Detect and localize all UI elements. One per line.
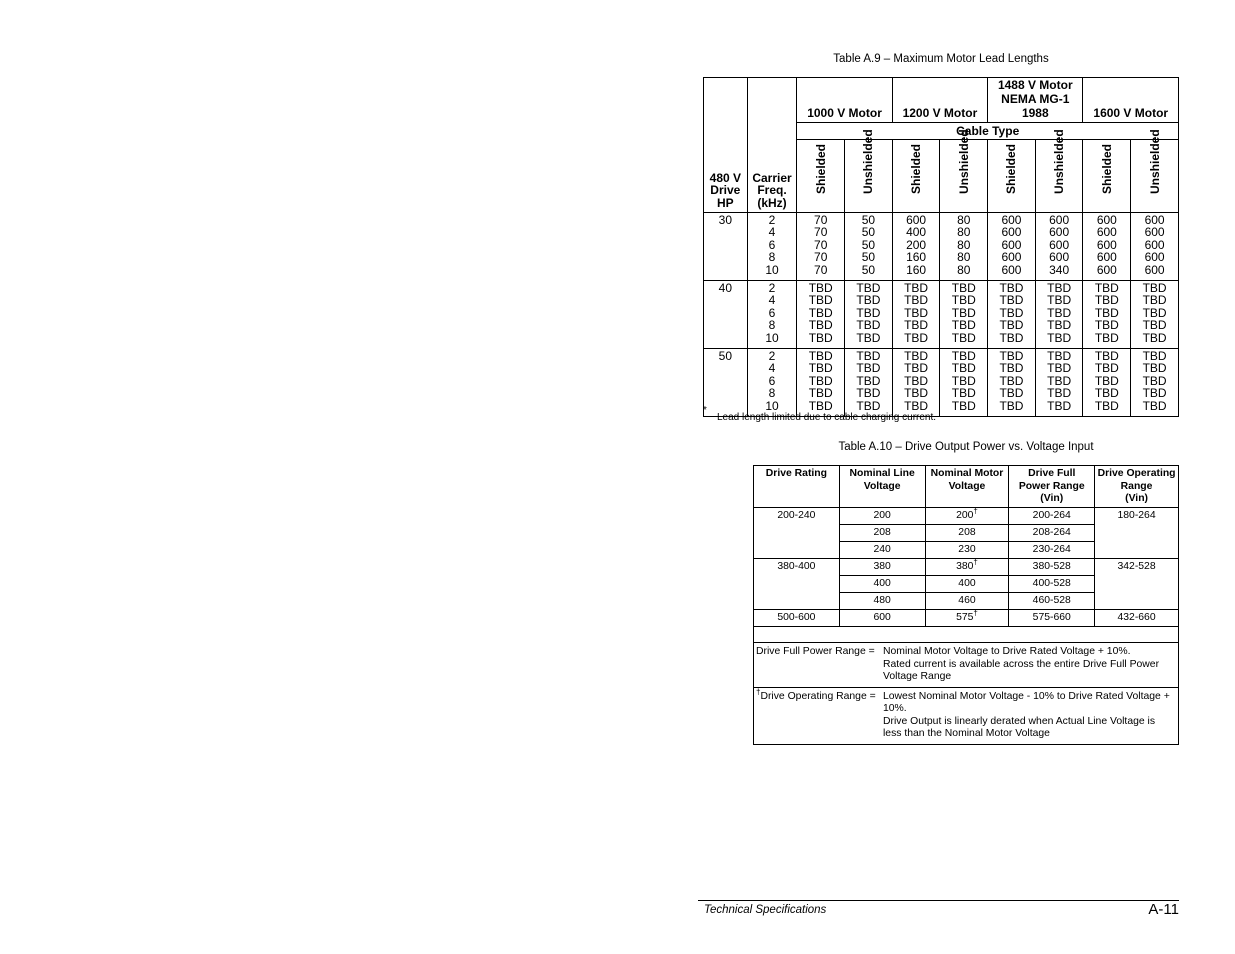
lead-length-cell: TBD TBD TBD TBD TBD bbox=[988, 281, 1036, 349]
footnote-text: Lead length limited due to cable charging current. bbox=[717, 412, 937, 423]
nominal-line-voltage-cell: 240 bbox=[839, 542, 925, 559]
drive-hp-cell: 40 bbox=[704, 281, 748, 349]
lead-length-cell: 600 600 600 600 600 bbox=[1083, 213, 1131, 281]
motor-voltage-value: 400 bbox=[958, 578, 976, 589]
motor-voltage-value: 380 bbox=[956, 561, 974, 572]
cable-label-wrap bbox=[797, 140, 844, 212]
note-label-text: Drive Full Power Range = bbox=[756, 646, 875, 657]
table-row bbox=[704, 349, 1179, 417]
footnote-mark: * bbox=[703, 405, 707, 416]
cable-label-wrap bbox=[940, 128, 987, 212]
cable-type-label: Shielded bbox=[813, 143, 828, 194]
motor-header-1200: 1200 V Motor bbox=[892, 78, 987, 123]
full-power-range-cell: 380-528 bbox=[1009, 559, 1095, 576]
page-number: A-11 bbox=[1148, 901, 1179, 918]
operating-range-cell: 432-660 bbox=[1095, 610, 1179, 627]
table-row bbox=[754, 610, 1179, 627]
footer-rule bbox=[698, 900, 1179, 901]
cable-type-label: Shielded bbox=[1099, 143, 1114, 194]
full-power-range-cell: 200-264 bbox=[1009, 508, 1095, 525]
note-wrap bbox=[754, 688, 1178, 744]
note-label bbox=[754, 643, 883, 687]
lead-length-cell: TBD TBD TBD TBD TBD bbox=[1035, 281, 1083, 349]
carrier-freq-cell: 2 4 6 8 10 bbox=[747, 213, 797, 281]
lead-length-cell: TBD TBD TBD TBD TBD bbox=[1083, 281, 1131, 349]
cable-type-unshielded-header bbox=[940, 128, 988, 213]
table-row bbox=[754, 559, 1179, 576]
note-cell bbox=[754, 687, 1179, 744]
lead-length-cell: TBD TBD TBD TBD TBD bbox=[1131, 281, 1179, 349]
note-row bbox=[754, 643, 1179, 688]
table-a10-caption: Table A.10 – Drive Output Power vs. Voltage Input bbox=[838, 441, 1094, 453]
cable-type-header: Cable Type bbox=[797, 123, 1179, 140]
nominal-line-voltage-cell: 480 bbox=[839, 593, 925, 610]
lead-length-cell: TBD TBD TBD TBD TBD bbox=[1083, 349, 1131, 417]
cable-label-wrap bbox=[845, 128, 892, 212]
nominal-line-voltage-cell: 400 bbox=[839, 576, 925, 593]
motor-lead-length-table bbox=[703, 77, 1179, 417]
operating-range-cell: 180-264 bbox=[1095, 508, 1179, 559]
lead-length-cell: TBD TBD TBD TBD TBD bbox=[797, 349, 845, 417]
cable-type-label: Unshielded bbox=[956, 128, 971, 194]
column-header: Nominal Line Voltage bbox=[839, 466, 925, 508]
table-row bbox=[704, 213, 1179, 281]
nominal-motor-voltage-cell bbox=[925, 542, 1009, 559]
lead-length-cell: 600 600 600 600 340 bbox=[1035, 213, 1083, 281]
lead-length-cell: TBD TBD TBD TBD TBD bbox=[940, 349, 988, 417]
cable-type-shielded-header bbox=[988, 140, 1036, 213]
lead-length-cell: 600 600 600 600 600 bbox=[1131, 213, 1179, 281]
table-row bbox=[704, 281, 1179, 349]
lead-length-cell: TBD TBD TBD TBD TBD bbox=[797, 281, 845, 349]
carrier-freq-label: Carrier Freq. (kHz) bbox=[752, 170, 792, 210]
cable-type-label: Unshielded bbox=[1147, 128, 1162, 194]
lead-length-cell: TBD TBD TBD TBD TBD bbox=[988, 349, 1036, 417]
motor-voltage-value: 200 bbox=[956, 510, 974, 521]
dagger-mark: † bbox=[973, 608, 978, 618]
nominal-line-voltage-cell: 380 bbox=[839, 559, 925, 576]
column-header: Drive Rating bbox=[754, 466, 840, 508]
nominal-motor-voltage-cell bbox=[925, 593, 1009, 610]
lead-length-cell: TBD TBD TBD TBD TBD bbox=[892, 281, 940, 349]
motor-voltage-value: 208 bbox=[958, 527, 976, 538]
nominal-line-voltage-cell: 600 bbox=[839, 610, 925, 627]
nominal-line-voltage-cell: 200 bbox=[839, 508, 925, 525]
lead-length-cell: 80 80 80 80 80 bbox=[940, 213, 988, 281]
spacer-row bbox=[754, 627, 1179, 643]
lead-length-cell: TBD TBD TBD TBD TBD bbox=[845, 281, 893, 349]
lead-length-cell: TBD TBD TBD TBD TBD bbox=[940, 281, 988, 349]
dagger-mark: † bbox=[973, 557, 978, 567]
lead-length-cell: 600 600 600 600 600 bbox=[988, 213, 1036, 281]
drive-rating-cell: 380-400 bbox=[754, 559, 840, 610]
column-header: Nominal Motor Voltage bbox=[925, 466, 1009, 508]
nominal-motor-voltage-cell bbox=[925, 559, 1009, 576]
table-row bbox=[754, 508, 1179, 525]
lead-length-cell: TBD TBD TBD TBD TBD bbox=[1131, 349, 1179, 417]
note-cell bbox=[754, 643, 1179, 688]
dagger-mark: † bbox=[756, 687, 761, 697]
cable-label-wrap bbox=[1036, 128, 1083, 212]
motor-voltage-value: 575 bbox=[956, 612, 974, 623]
carrier-freq-cell: 2 4 6 8 10 bbox=[747, 349, 797, 417]
motor-voltage-value: 460 bbox=[958, 595, 976, 606]
lead-length-cell: 70 70 70 70 70 bbox=[797, 213, 845, 281]
cable-type-label: Unshielded bbox=[1051, 128, 1066, 194]
note-description: Nominal Motor Voltage to Drive Rated Voltage + 10%. Rated current is available across the entire Drive Full Power Voltage Range bbox=[883, 646, 1160, 682]
note-wrap bbox=[754, 643, 1178, 687]
motor-header-1000: 1000 V Motor bbox=[797, 78, 892, 123]
lead-length-cell: TBD TBD TBD TBD TBD bbox=[1035, 349, 1083, 417]
motor-header-1488: 1488 V Motor NEMA MG-1 1988 bbox=[988, 78, 1083, 123]
table-a9-caption: Table A.9 – Maximum Motor Lead Lengths bbox=[833, 53, 1049, 65]
lead-length-cell: TBD TBD TBD TBD TBD bbox=[845, 349, 893, 417]
cable-type-unshielded-header bbox=[845, 128, 893, 213]
nominal-motor-voltage-cell bbox=[925, 525, 1009, 542]
drive-rating-cell: 200-240 bbox=[754, 508, 840, 559]
motor-header-1600: 1600 V Motor bbox=[1083, 78, 1179, 123]
cable-type-shielded-header bbox=[892, 140, 940, 213]
drive-rating-cell: 500-600 bbox=[754, 610, 840, 627]
cable-label-wrap bbox=[1083, 140, 1130, 212]
operating-range-cell: 342-528 bbox=[1095, 559, 1179, 610]
cable-label-wrap bbox=[893, 140, 940, 212]
footer-section-title: Technical Specifications bbox=[704, 904, 827, 916]
drive-hp-header bbox=[704, 78, 748, 213]
column-header: Drive Operating Range (Vin) bbox=[1095, 466, 1179, 508]
column-header: Drive Full Power Range (Vin) bbox=[1009, 466, 1095, 508]
lead-length-cell: 600 400 200 160 160 bbox=[892, 213, 940, 281]
full-power-range-cell: 208-264 bbox=[1009, 525, 1095, 542]
dagger-mark: † bbox=[973, 506, 978, 516]
lead-length-cell: 50 50 50 50 50 bbox=[845, 213, 893, 281]
cable-type-unshielded-header bbox=[1131, 128, 1179, 213]
full-power-range-cell: 575-660 bbox=[1009, 610, 1095, 627]
note-description: Lowest Nominal Motor Voltage - 10% to Drive Rated Voltage + 10%. Drive Output is linearly derated when Actual Line Voltage is less than the Nominal Motor Voltage bbox=[883, 690, 1170, 739]
cable-type-shielded-header bbox=[797, 140, 845, 213]
full-power-range-cell: 230-264 bbox=[1009, 542, 1095, 559]
cable-label-wrap bbox=[1131, 128, 1178, 212]
cable-type-label: Shielded bbox=[1004, 143, 1019, 194]
drive-hp-cell: 30 bbox=[704, 213, 748, 281]
nominal-motor-voltage-cell bbox=[925, 508, 1009, 525]
cable-type-unshielded-header bbox=[1035, 128, 1083, 213]
cable-label-wrap bbox=[988, 140, 1035, 212]
full-power-range-cell: 460-528 bbox=[1009, 593, 1095, 610]
drive-hp-label: 480 V Drive HP bbox=[709, 170, 741, 210]
nominal-motor-voltage-cell bbox=[925, 610, 1009, 627]
cable-type-label: Unshielded bbox=[861, 128, 876, 194]
note-label-text: Drive Operating Range = bbox=[760, 690, 876, 702]
drive-output-power-table bbox=[753, 465, 1179, 745]
full-power-range-cell: 400-528 bbox=[1009, 576, 1095, 593]
cable-type-shielded-header bbox=[1083, 140, 1131, 213]
carrier-freq-header bbox=[747, 78, 797, 213]
spacer-cell bbox=[754, 627, 1179, 643]
cable-type-label: Shielded bbox=[908, 143, 923, 194]
nominal-line-voltage-cell: 208 bbox=[839, 525, 925, 542]
drive-hp-cell: 50 bbox=[704, 349, 748, 417]
lead-length-cell: TBD TBD TBD TBD TBD bbox=[892, 349, 940, 417]
note-row bbox=[754, 687, 1179, 744]
motor-voltage-value: 230 bbox=[958, 544, 976, 555]
note-label bbox=[754, 688, 883, 744]
nominal-motor-voltage-cell bbox=[925, 576, 1009, 593]
carrier-freq-cell: 2 4 6 8 10 bbox=[747, 281, 797, 349]
